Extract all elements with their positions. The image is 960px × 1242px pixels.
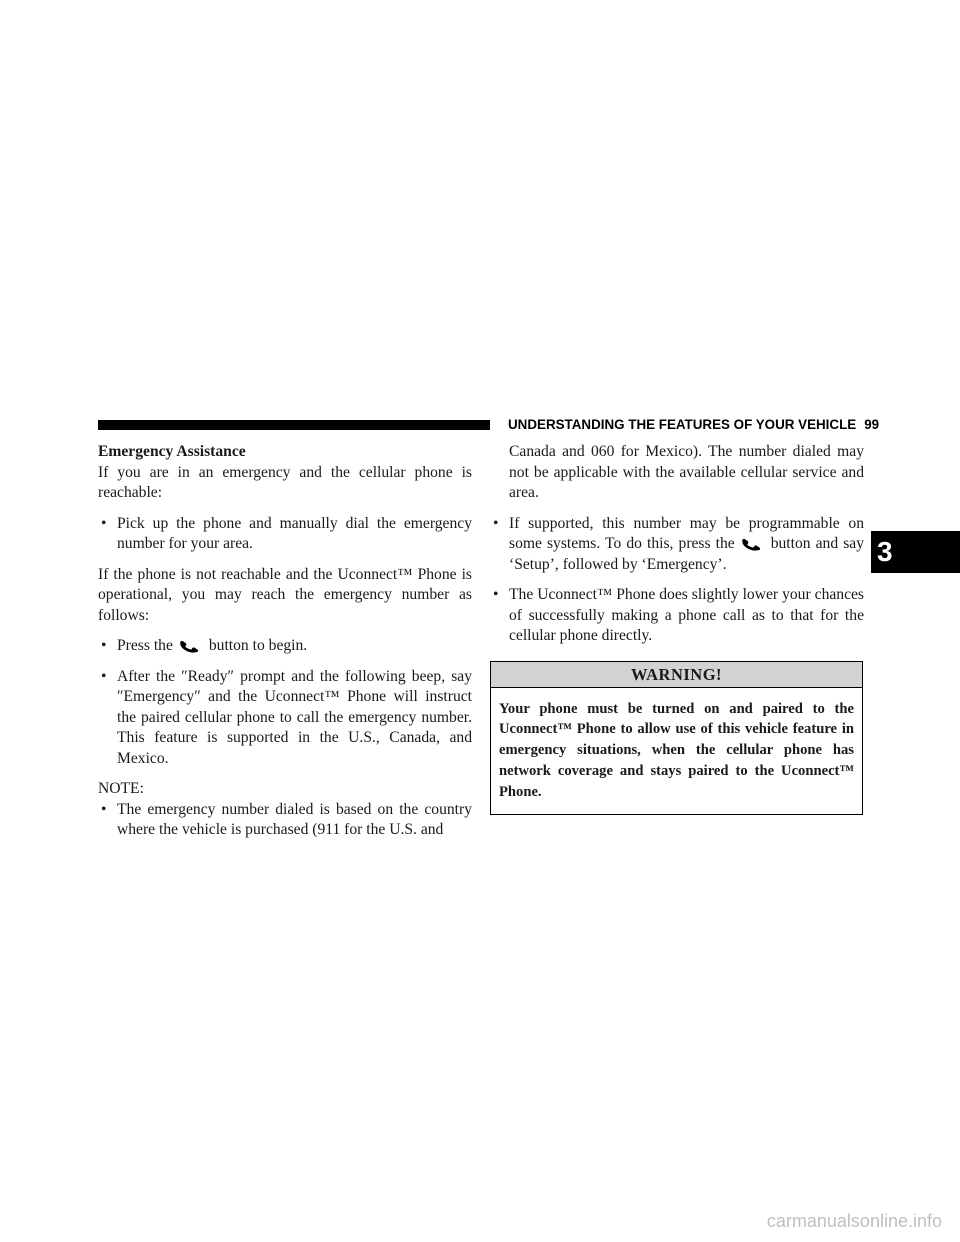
intro-paragraph: If you are in an emergency and the cellular phone is reachable: xyxy=(98,463,472,501)
bullet-continuation xyxy=(490,442,864,504)
body-paragraph: If the phone is not reachable and the Uconnect™ Phone is operational, you may reach the emergency number as follows: xyxy=(98,565,472,624)
phone-handset-icon xyxy=(179,638,201,654)
watermark: carmanualsonline.info xyxy=(766,1211,942,1231)
bullet-item xyxy=(490,585,864,647)
bullet-item xyxy=(98,514,472,555)
bullet-item xyxy=(98,800,472,841)
bullet-glyph: • xyxy=(101,514,107,532)
bullet-text: Canada and 060 for Mexico). The number dialed may not be applicable with the available cellular service and area. xyxy=(509,443,864,501)
bullet-text-after-icon: button to begin. xyxy=(208,637,308,654)
bullet-item xyxy=(98,636,472,657)
bullet-text-after-icon: button and say ‘Setup’, followed by ‘Emergency’. xyxy=(509,535,864,573)
page-number: 99 xyxy=(864,417,880,432)
bullet-glyph: • xyxy=(101,800,107,818)
bullet-text-before-icon: If supported, this number may be programmable on some systems. To do this, press the xyxy=(509,514,864,552)
section-title: UNDERSTANDING THE FEATURES OF YOUR VEHICLE xyxy=(508,417,857,432)
bullet-glyph: • xyxy=(101,667,107,685)
chapter-tab: 3 xyxy=(871,531,960,573)
bullet-item xyxy=(98,667,472,770)
note-label: NOTE: xyxy=(98,780,144,797)
warning-text: Your phone must be turned on and paired to the Uconnect™ Phone to allow use of this vehicle feature in emergency situations, when the cellular phone has network coverage and stays paired to the Uconnect™ Phone. xyxy=(499,700,854,800)
bullet-item xyxy=(490,514,864,576)
bullet-glyph: • xyxy=(101,637,107,654)
left-column xyxy=(98,442,472,841)
bullet-text: After the ″Ready″ prompt and the following beep, say ″Emergency″ and the Uconnect™ Phone will instruct the paired cellular phone to call the emergency number. This feature is supported in the U.S., Canada, and Mexico. xyxy=(117,667,472,767)
bullet-text: The Uconnect™ Phone does slightly lower your chances of successfully making a phone call as to that for the cellular phone directly. xyxy=(509,586,864,644)
bullet-glyph: • xyxy=(493,586,499,603)
bullet-glyph: • xyxy=(493,514,499,532)
bullet-text-before-icon: Press the xyxy=(117,637,173,654)
header-rule xyxy=(98,420,490,430)
warning-box xyxy=(490,661,863,816)
right-column xyxy=(490,442,864,815)
bullet-text: Pick up the phone and manually dial the emergency number for your area. xyxy=(117,514,472,552)
running-header xyxy=(508,416,879,434)
phone-handset-icon xyxy=(741,536,763,552)
section-heading: Emergency Assistance xyxy=(98,443,246,460)
bullet-text: The emergency number dialed is based on the country where the vehicle is purchased (911 for the U.S. and xyxy=(117,800,472,838)
warning-title: WARNING! xyxy=(491,662,862,688)
